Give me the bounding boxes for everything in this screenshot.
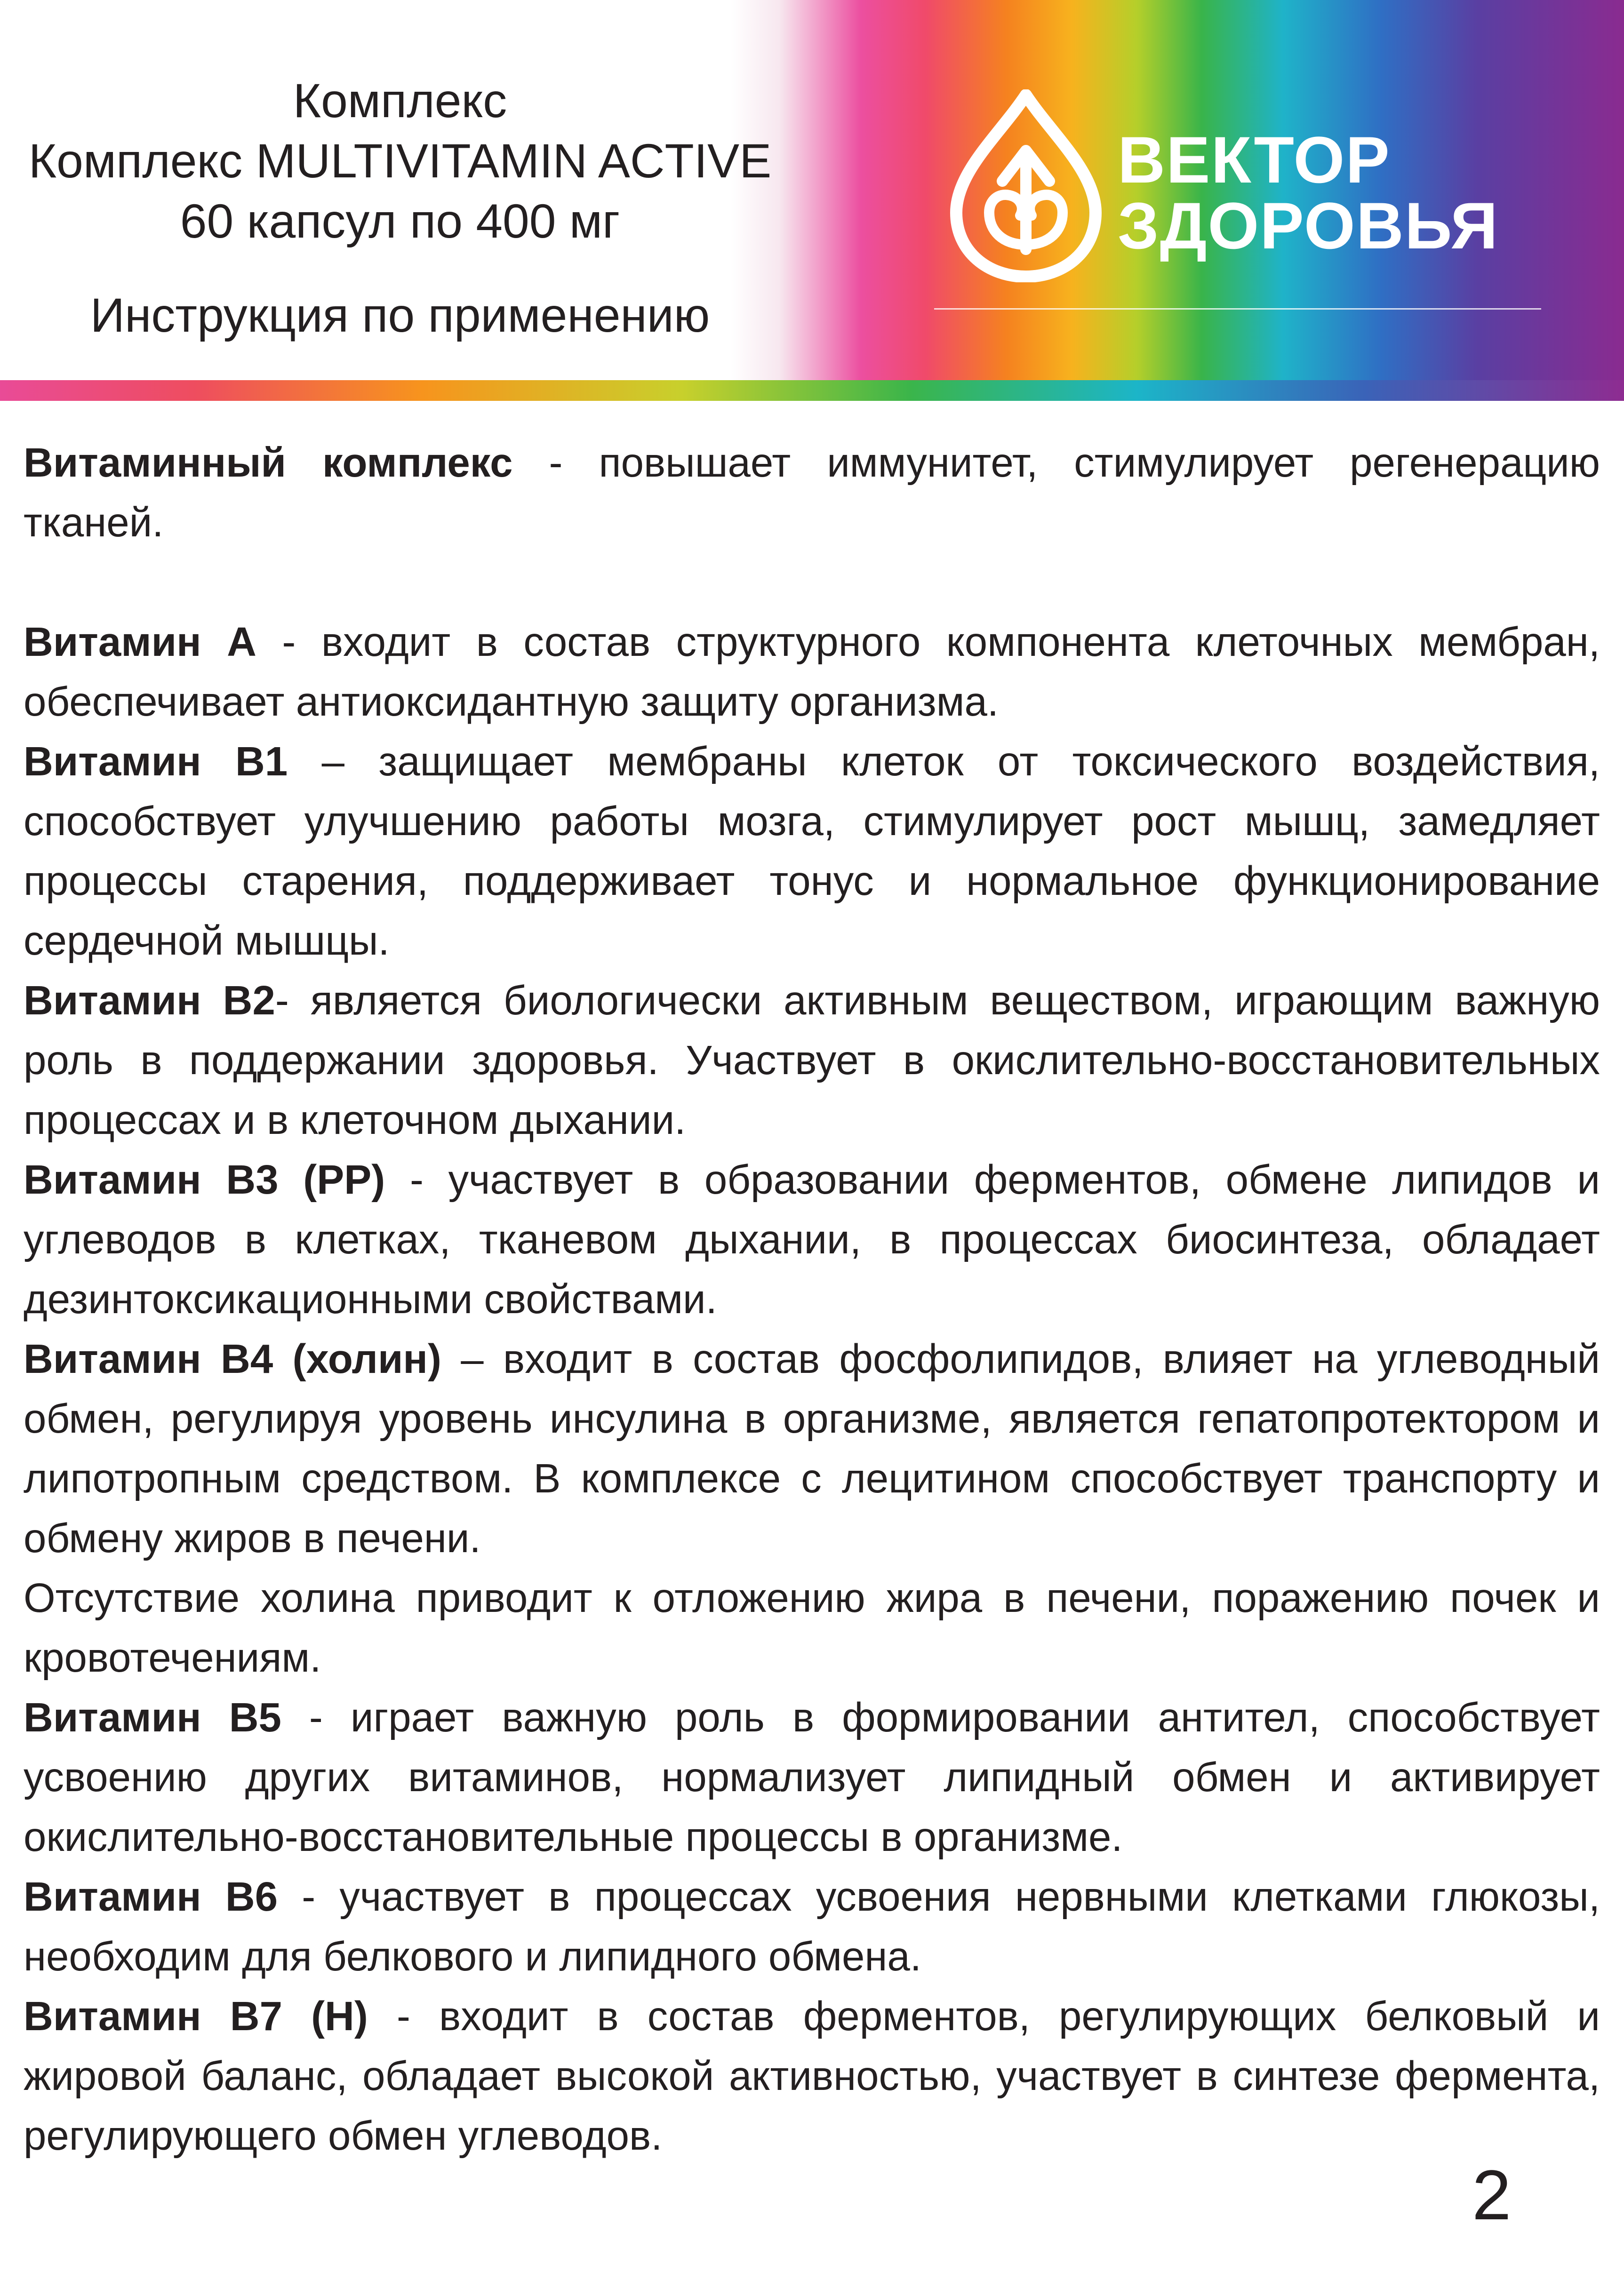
paragraph-text: – входит в состав фосфолипидов, влияет на углеводный обмен, регулируя уровень инсулина в организме, является гепатопротектором и липотропным средством. В комплексе с лецитином способствует транспорту и обмену жиров в печени. <box>24 1336 1600 1561</box>
paragraph-intro <box>24 433 1600 552</box>
paragraph-term: Витамин В4 (холин) <box>24 1336 441 1382</box>
paragraph-vitamin-b2 <box>24 971 1600 1150</box>
paragraph-term: Витамин А <box>24 619 256 665</box>
brand-line-2: ЗДОРОВЬЯ <box>1118 189 1499 263</box>
subtitle: Инструкция по применению <box>90 288 710 342</box>
title-line-1: Комплекс <box>293 74 507 128</box>
paragraph-term: Витамин В3 (РР) <box>24 1157 385 1203</box>
paragraph-vitamin-b1 <box>24 732 1600 971</box>
paragraph-term: Витамин В1 <box>24 739 288 784</box>
paragraph-text: - является биологически активным веществом, играющим важную роль в поддержании здоровья. Участвует в окислительно-восстановительных процессах и в клеточном дыхании. <box>24 978 1600 1143</box>
paragraph-term: Витамин В6 <box>24 1874 278 1920</box>
rainbow-stripe <box>0 380 1624 401</box>
paragraph-text: Отсутствие холина приводит к отложению жира в печени, поражению почек и кровотечениям. <box>24 1575 1600 1681</box>
brand-line-1: ВЕКТОР <box>1118 123 1391 197</box>
paragraph-text: – защищает мембраны клеток от токсического воздействия, способствует улучшению работы мозга, стимулирует рост мышц, замедляет процессы старения, поддерживает тонус и нормальное функционирование сердечной мышцы. <box>24 739 1600 964</box>
paragraph-choline-note <box>24 1568 1600 1688</box>
brand-divider <box>934 308 1541 310</box>
paragraph-text: - участвует в процессах усвоения нервными клетками глюкозы, необходим для белкового и липидного обмена. <box>24 1874 1600 1979</box>
paragraph-term: Витамин В7 (Н) <box>24 1993 368 2039</box>
title-line-2: Комплекс MULTIVITAMIN ACTIVE <box>28 134 772 188</box>
paragraph-vitamin-b3 <box>24 1150 1600 1329</box>
paragraph-vitamin-b7 <box>24 1986 1600 2166</box>
paragraph-vitamin-b5 <box>24 1688 1600 1867</box>
instruction-body <box>24 433 1600 2166</box>
paragraph-vitamin-b6 <box>24 1867 1600 1986</box>
title-line-3: 60 капсул по 400 мг <box>180 194 620 248</box>
paragraph-term: Витамин В5 <box>24 1695 281 1740</box>
paragraph-text: - участвует в образовании ферментов, обмене липидов и углеводов в клетках, тканевом дыхании, в процессах биосинтеза, обладает дезинтоксикационными свойствами. <box>24 1157 1600 1322</box>
paragraph-text: - входит в состав ферментов, регулирующих белковый и жировой баланс, обладает высокой активностью, участвует в синтезе фермента, регулирующего обмен углеводов. <box>24 1993 1600 2159</box>
brand-name <box>1118 123 1499 263</box>
paragraph-text: - входит в состав структурного компонента клеточных мембран, обеспечивает антиоксидантную защиту организма. <box>24 619 1600 725</box>
drop-sprout-arrow-icon <box>946 89 1106 282</box>
paragraph-text: - играет важную роль в формировании антител, способствует усвоению других витаминов, нормализует липидный обмен и активирует окислительно-восстановительные процессы в организме. <box>24 1695 1600 1860</box>
paragraph-term: Витамин В2 <box>24 978 275 1023</box>
paragraph-text: - повышает иммунитет, стимулирует регенерацию тканей. <box>24 440 1600 545</box>
paragraph-term: Витаминный комплекс <box>24 440 513 486</box>
page-number: 2 <box>1472 2155 1512 2234</box>
title-block <box>19 71 781 345</box>
paragraph-vitamin-b4 <box>24 1329 1600 1568</box>
paragraph-vitamin-a <box>24 612 1600 732</box>
